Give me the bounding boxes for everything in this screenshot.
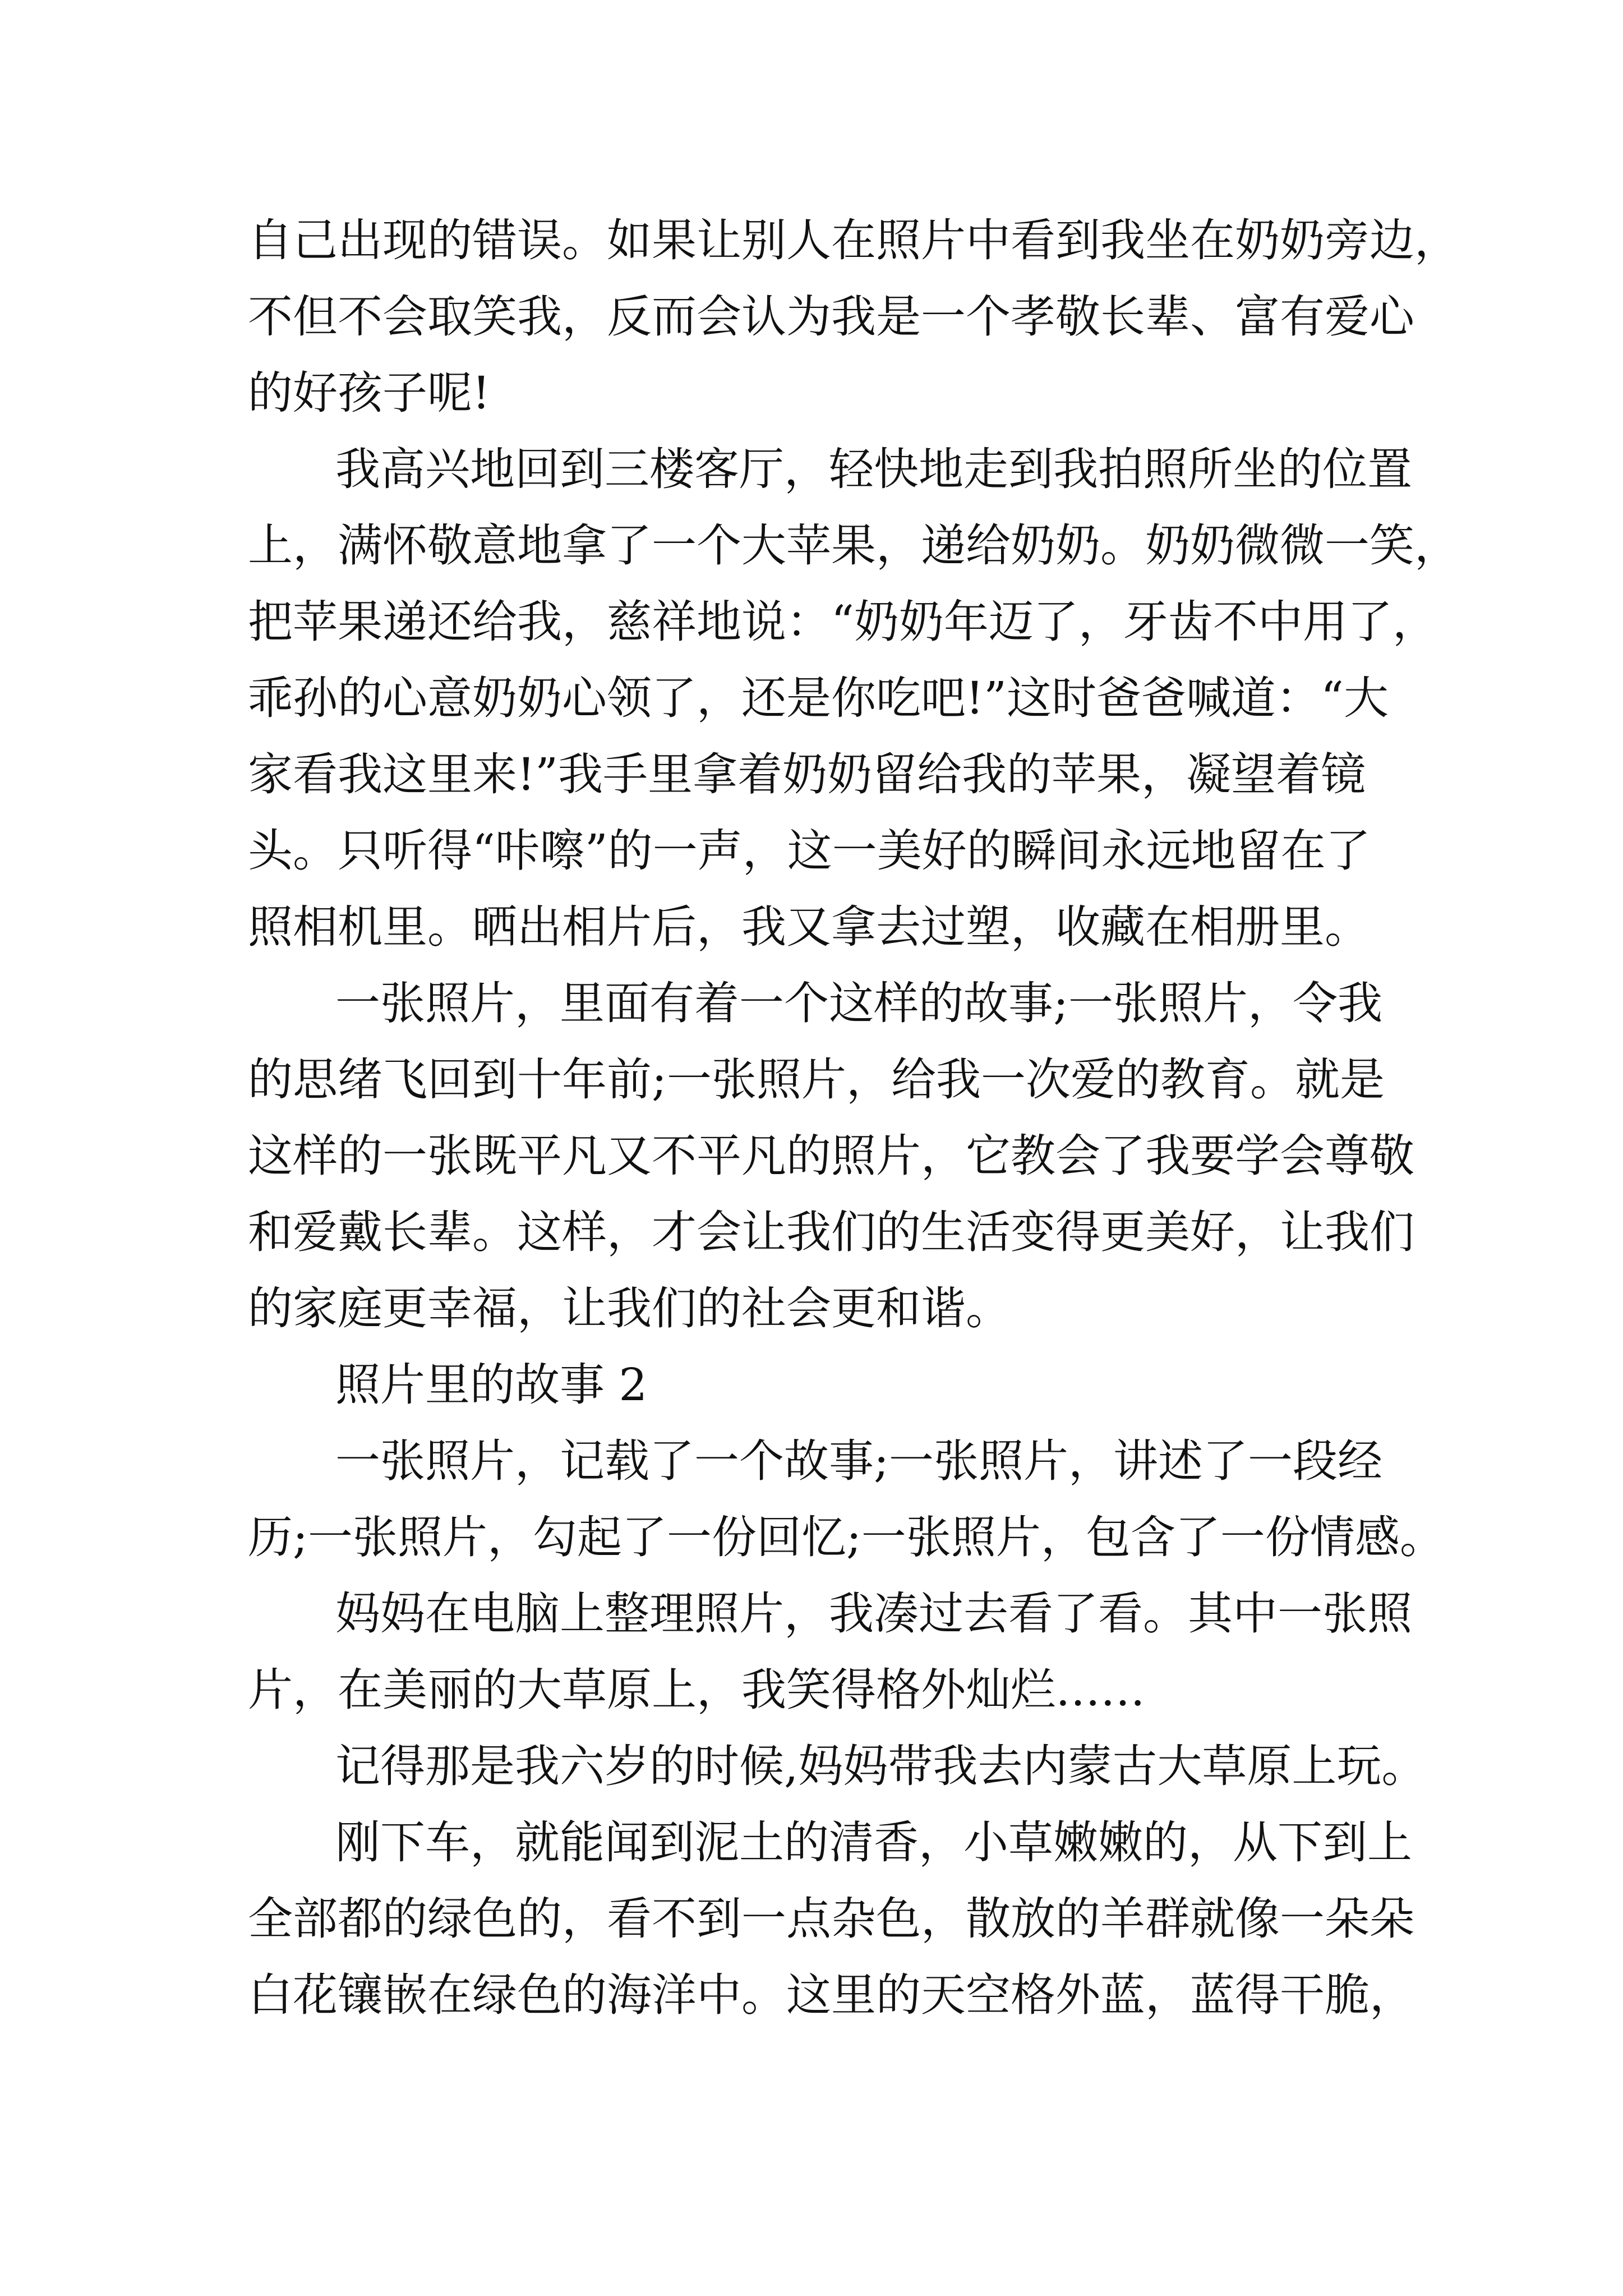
text-line: 家看我这里来!”我手里拿着奶奶留给我的苹果，凝望着镜 — [248, 748, 1366, 800]
text-line: 头。只听得“咔嚓”的一声，这一美好的瞬间永远地留在了 — [248, 825, 1371, 877]
paragraph-start: 我高兴地回到三楼客厅，轻快地走到我拍照所坐的位置 — [335, 443, 1412, 495]
paragraph-start: 一张照片，记载了一个故事;一张照片，讲述了一段经 — [335, 1435, 1382, 1487]
text-line: 的好孩子呢! — [248, 367, 491, 419]
text-line: 乖孙的心意奶奶心领了，还是你吃吧!”这时爸爸喊道：“大 — [248, 672, 1389, 724]
text-line: 上，满怀敬意地拿了一个大苹果，递给奶奶。奶奶微微一笑， — [248, 519, 1459, 572]
text-line: 白花镶嵌在绿色的海洋中。这里的天空格外蓝，蓝得干脆， — [248, 1969, 1414, 2021]
text-line: 的家庭更幸福，让我们的社会更和谐。 — [248, 1282, 1011, 1335]
paragraph-start: 记得那是我六岁的时候,妈妈带我去内蒙古大草原上玩。 — [335, 1740, 1427, 1792]
text-line: 自己出现的错误。如果让别人在照片中看到我坐在奶奶旁边， — [248, 214, 1459, 266]
text-line: 不但不会取笑我，反而会认为我是一个孝敬长辈、富有爱心 — [248, 291, 1414, 343]
text-line: 全部都的绿色的，看不到一点杂色，散放的羊群就像一朵朵 — [248, 1893, 1414, 1945]
text-line: 这样的一张既平凡又不平凡的照片，它教会了我要学会尊敬 — [248, 1130, 1414, 1182]
section-title: 照片里的故事 2 — [335, 1359, 648, 1411]
text-line: 和爱戴长辈。这样，才会让我们的生活变得更美好，让我们 — [248, 1206, 1414, 1258]
text-line: 历;一张照片，勾起了一份回忆;一张照片，包含了一份情感。 — [248, 1511, 1445, 1563]
paragraph-start: 妈妈在电脑上整理照片，我凑过去看了看。其中一张照 — [335, 1588, 1412, 1640]
text-line: 的思绪飞回到十年前;一张照片，给我一次爱的教育。就是 — [248, 1053, 1385, 1106]
paragraph-start: 刚下车，就能闻到泥土的清香，小草嫩嫩的，从下到上 — [335, 1816, 1412, 1869]
paragraph-start: 一张照片，里面有着一个这样的故事;一张照片，令我 — [335, 977, 1382, 1029]
text-line: 把苹果递还给我，慈祥地说：“奶奶年迈了，牙齿不中用了， — [248, 596, 1437, 648]
text-line: 片，在美丽的大草原上，我笑得格外灿烂…… — [248, 1664, 1145, 1716]
text-line: 照相机里。晒出相片后，我又拿去过塑，收藏在相册里。 — [248, 901, 1370, 953]
